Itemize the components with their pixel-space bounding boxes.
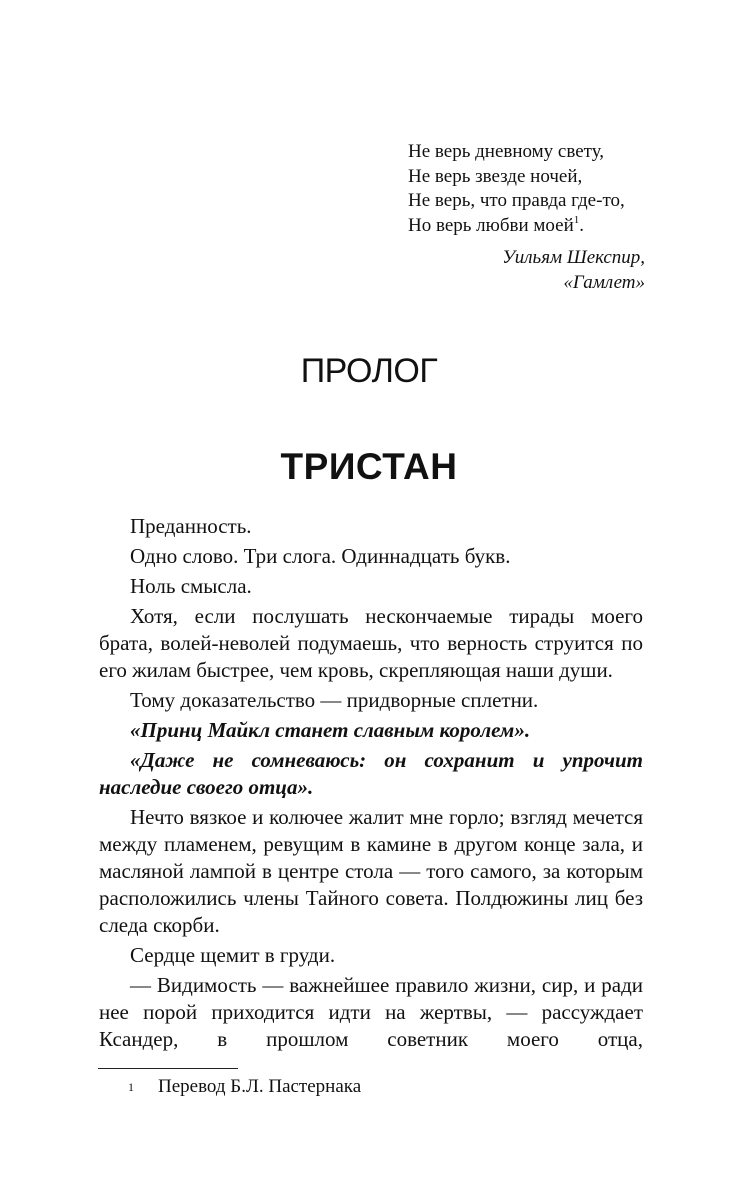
footnote-number: 1: [128, 1080, 134, 1094]
footnote-text: Перевод Б.Л. Пастернака: [158, 1076, 362, 1097]
italic-paragraph: «Даже не сомневаюсь: он сохранит и упрочит наследие своего отца».: [99, 748, 643, 799]
part-title: ПРОЛОГ: [300, 352, 438, 390]
paragraph: Одно слово. Три слога. Одиннадцать букв.: [130, 544, 511, 568]
paragraph: Сердце щемит в груди.: [130, 943, 336, 967]
epigraph-work: «Гамлет»: [563, 272, 645, 293]
epigraph-line: Не верь, что правда где-то,: [408, 190, 625, 211]
epigraph-line-text: Но верь любви моей: [408, 214, 574, 236]
epigraph-line: Не верь звезде ночей,: [408, 165, 583, 187]
footnote-reference: 1: [573, 213, 580, 226]
epigraph-author: Уильям Шекспир,: [502, 247, 645, 268]
footnote-divider: [98, 1068, 238, 1069]
body-text: [99, 513, 643, 1056]
paragraph: Преданность.: [130, 514, 252, 538]
chapter-title: ТРИСТАН: [280, 446, 458, 487]
paragraph: Нечто вязкое и колючее жалит мне горло; взгляд мечется между пламенем, ревущим в камине в другом конце зала, и масляной лампой в центре стола — того самого, за которым расположились члены Тайного совета. Полдюжины лиц без следа скорби.: [99, 805, 643, 937]
paragraph: Ноль смысла.: [130, 574, 252, 598]
epigraph: [408, 140, 625, 238]
epigraph-attribution: [502, 245, 645, 295]
epigraph-period: .: [579, 214, 585, 236]
italic-paragraph: «Принц Майкл станет славным королем».: [130, 718, 531, 742]
paragraph: Тому доказательство — придворные сплетни.: [130, 688, 539, 712]
paragraph: Хотя, если послушать нескончаемые тирады моего брата, волей-неволей подумаешь, что верность струится по его жилам быстрее, чем кровь, скрепляющая наши души.: [99, 604, 643, 682]
epigraph-line: Не верь дневному свету,: [408, 141, 605, 162]
paragraph: — Видимость — важнейшее правило жизни, сир, и ради нее порой приходится идти на жертвы, — рассуждает Ксандер, в прошлом советник моего отца,: [99, 973, 643, 1051]
epigraph-line: [408, 214, 625, 239]
footnote: [128, 1075, 361, 1099]
